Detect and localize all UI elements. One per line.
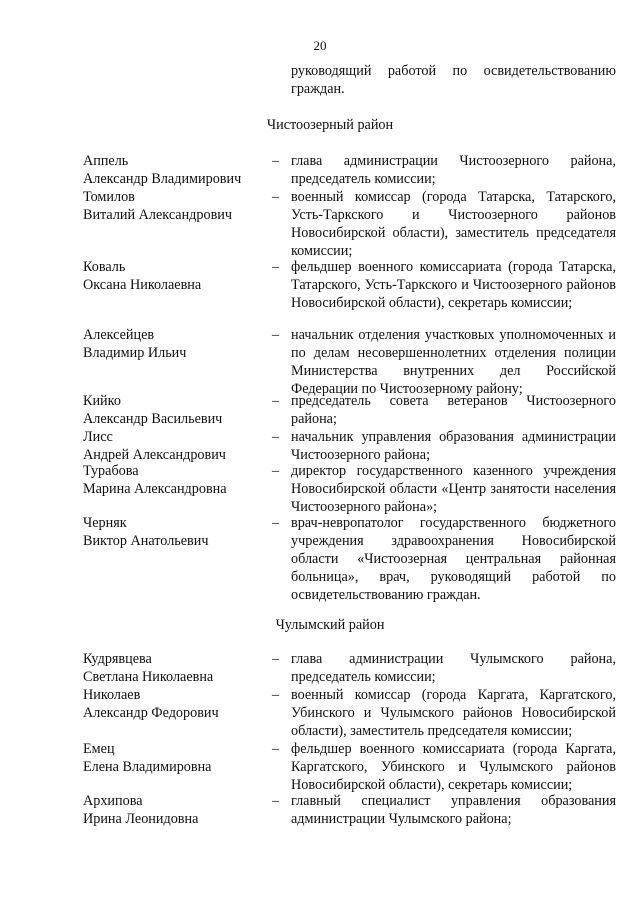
member-name xyxy=(83,686,273,722)
member-name xyxy=(83,188,273,224)
member-given-name: Марина Александровна xyxy=(83,481,227,497)
member-role: глава администрации Чулымского района, председатель комиссии; xyxy=(291,651,616,685)
member-surname: Черняк xyxy=(83,515,127,531)
member-surname: Томилов xyxy=(83,189,135,205)
member-given-name: Александр Владимирович xyxy=(83,171,242,187)
member-role: председатель совета ветеранов Чистоозерного района; xyxy=(291,393,616,427)
section-title-chistoozerny: Чистоозерный район xyxy=(266,117,394,133)
member-given-name: Ирина Леонидовна xyxy=(83,811,199,827)
member-given-name: Светлана Николаевна xyxy=(83,669,214,685)
dash-separator: – xyxy=(272,429,280,445)
member-role: военный комиссар (города Каргата, Каргатского, Убинского и Чулымского районов Новосибирской области), заместитель председателя комиссии; xyxy=(291,687,616,739)
section-title-chulymsky: Чулымский район xyxy=(275,617,385,633)
member-role: врач-невропатолог государственного бюджетного учреждения здравоохранения Новосибирской области «Чистоозерная центральная районная больница», врач, руководящий работой по освидетельствованию граждан. xyxy=(291,515,616,603)
member-given-name: Виктор Анатольевич xyxy=(83,533,209,549)
member-given-name: Елена Владимировна xyxy=(83,759,212,775)
member-role: начальник отделения участковых уполномоченных и по делам несовершеннолетних отделения полиции Министерства внутренних дел Российской Федерации по Чистоозерному району; xyxy=(291,327,616,397)
member-surname: Николаев xyxy=(83,687,141,703)
dash-separator: – xyxy=(272,741,280,757)
member-name xyxy=(83,740,273,776)
dash-separator: – xyxy=(272,259,280,275)
member-name xyxy=(83,428,273,464)
member-name xyxy=(83,326,273,362)
member-given-name: Владимир Ильич xyxy=(83,345,187,361)
dash-separator: – xyxy=(272,393,280,409)
dash-separator: – xyxy=(272,189,280,205)
member-surname: Кийко xyxy=(83,393,121,409)
member-given-name: Александр Федорович xyxy=(83,705,219,721)
dash-separator: – xyxy=(272,793,280,809)
continuation-text: руководящий работой по освидетельствованию граждан. xyxy=(291,63,616,97)
dash-separator: – xyxy=(272,651,280,667)
member-name xyxy=(83,792,273,828)
member-surname: Кудрявцева xyxy=(83,651,152,667)
member-role: фельдшер военного комиссариата (города Татарска, Татарского, Усть-Таркского и Чистоозерного районов Новосибирской области), секретарь комиссии; xyxy=(291,259,616,311)
dash-separator: – xyxy=(272,463,280,479)
member-given-name: Виталий Александрович xyxy=(83,207,233,223)
member-surname: Архипова xyxy=(83,793,143,809)
member-surname: Лисс xyxy=(83,429,113,445)
member-given-name: Александр Васильевич xyxy=(83,411,223,427)
dash-separator: – xyxy=(272,153,280,169)
member-role: фельдшер военного комиссариата (города Каргата, Каргатского, Убинского и Чулымского районов Новосибирской области), секретарь комиссии; xyxy=(291,741,616,793)
member-surname: Алексейцев xyxy=(83,327,155,343)
member-given-name: Андрей Александрович xyxy=(83,447,226,463)
page-number: 20 xyxy=(313,38,327,53)
member-surname: Емец xyxy=(83,741,115,757)
member-surname: Турабова xyxy=(83,463,139,479)
member-role: глава администрации Чистоозерного района, председатель комиссии; xyxy=(291,153,616,187)
dash-separator: – xyxy=(272,687,280,703)
member-role: главный специалист управления образования администрации Чулымского района; xyxy=(291,793,616,827)
member-given-name: Оксана Николаевна xyxy=(83,277,202,293)
dash-separator: – xyxy=(272,515,280,531)
member-role: директор государственного казенного учреждения Новосибирской области «Центр занятости населения Чистоозерного района»; xyxy=(291,463,616,515)
member-surname: Аппель xyxy=(83,153,129,169)
member-name xyxy=(83,392,273,428)
member-name xyxy=(83,462,273,498)
member-name xyxy=(83,514,273,550)
member-name xyxy=(83,258,273,294)
member-role: начальник управления образования администрации Чистоозерного района; xyxy=(291,429,616,463)
member-name xyxy=(83,650,273,686)
member-role: военный комиссар (города Татарска, Татарского, Усть-Таркского и Чистоозерного районов Новосибирской области), заместитель председателя комиссии; xyxy=(291,189,616,259)
member-name xyxy=(83,152,273,188)
member-surname: Коваль xyxy=(83,259,126,275)
dash-separator: – xyxy=(272,327,280,343)
